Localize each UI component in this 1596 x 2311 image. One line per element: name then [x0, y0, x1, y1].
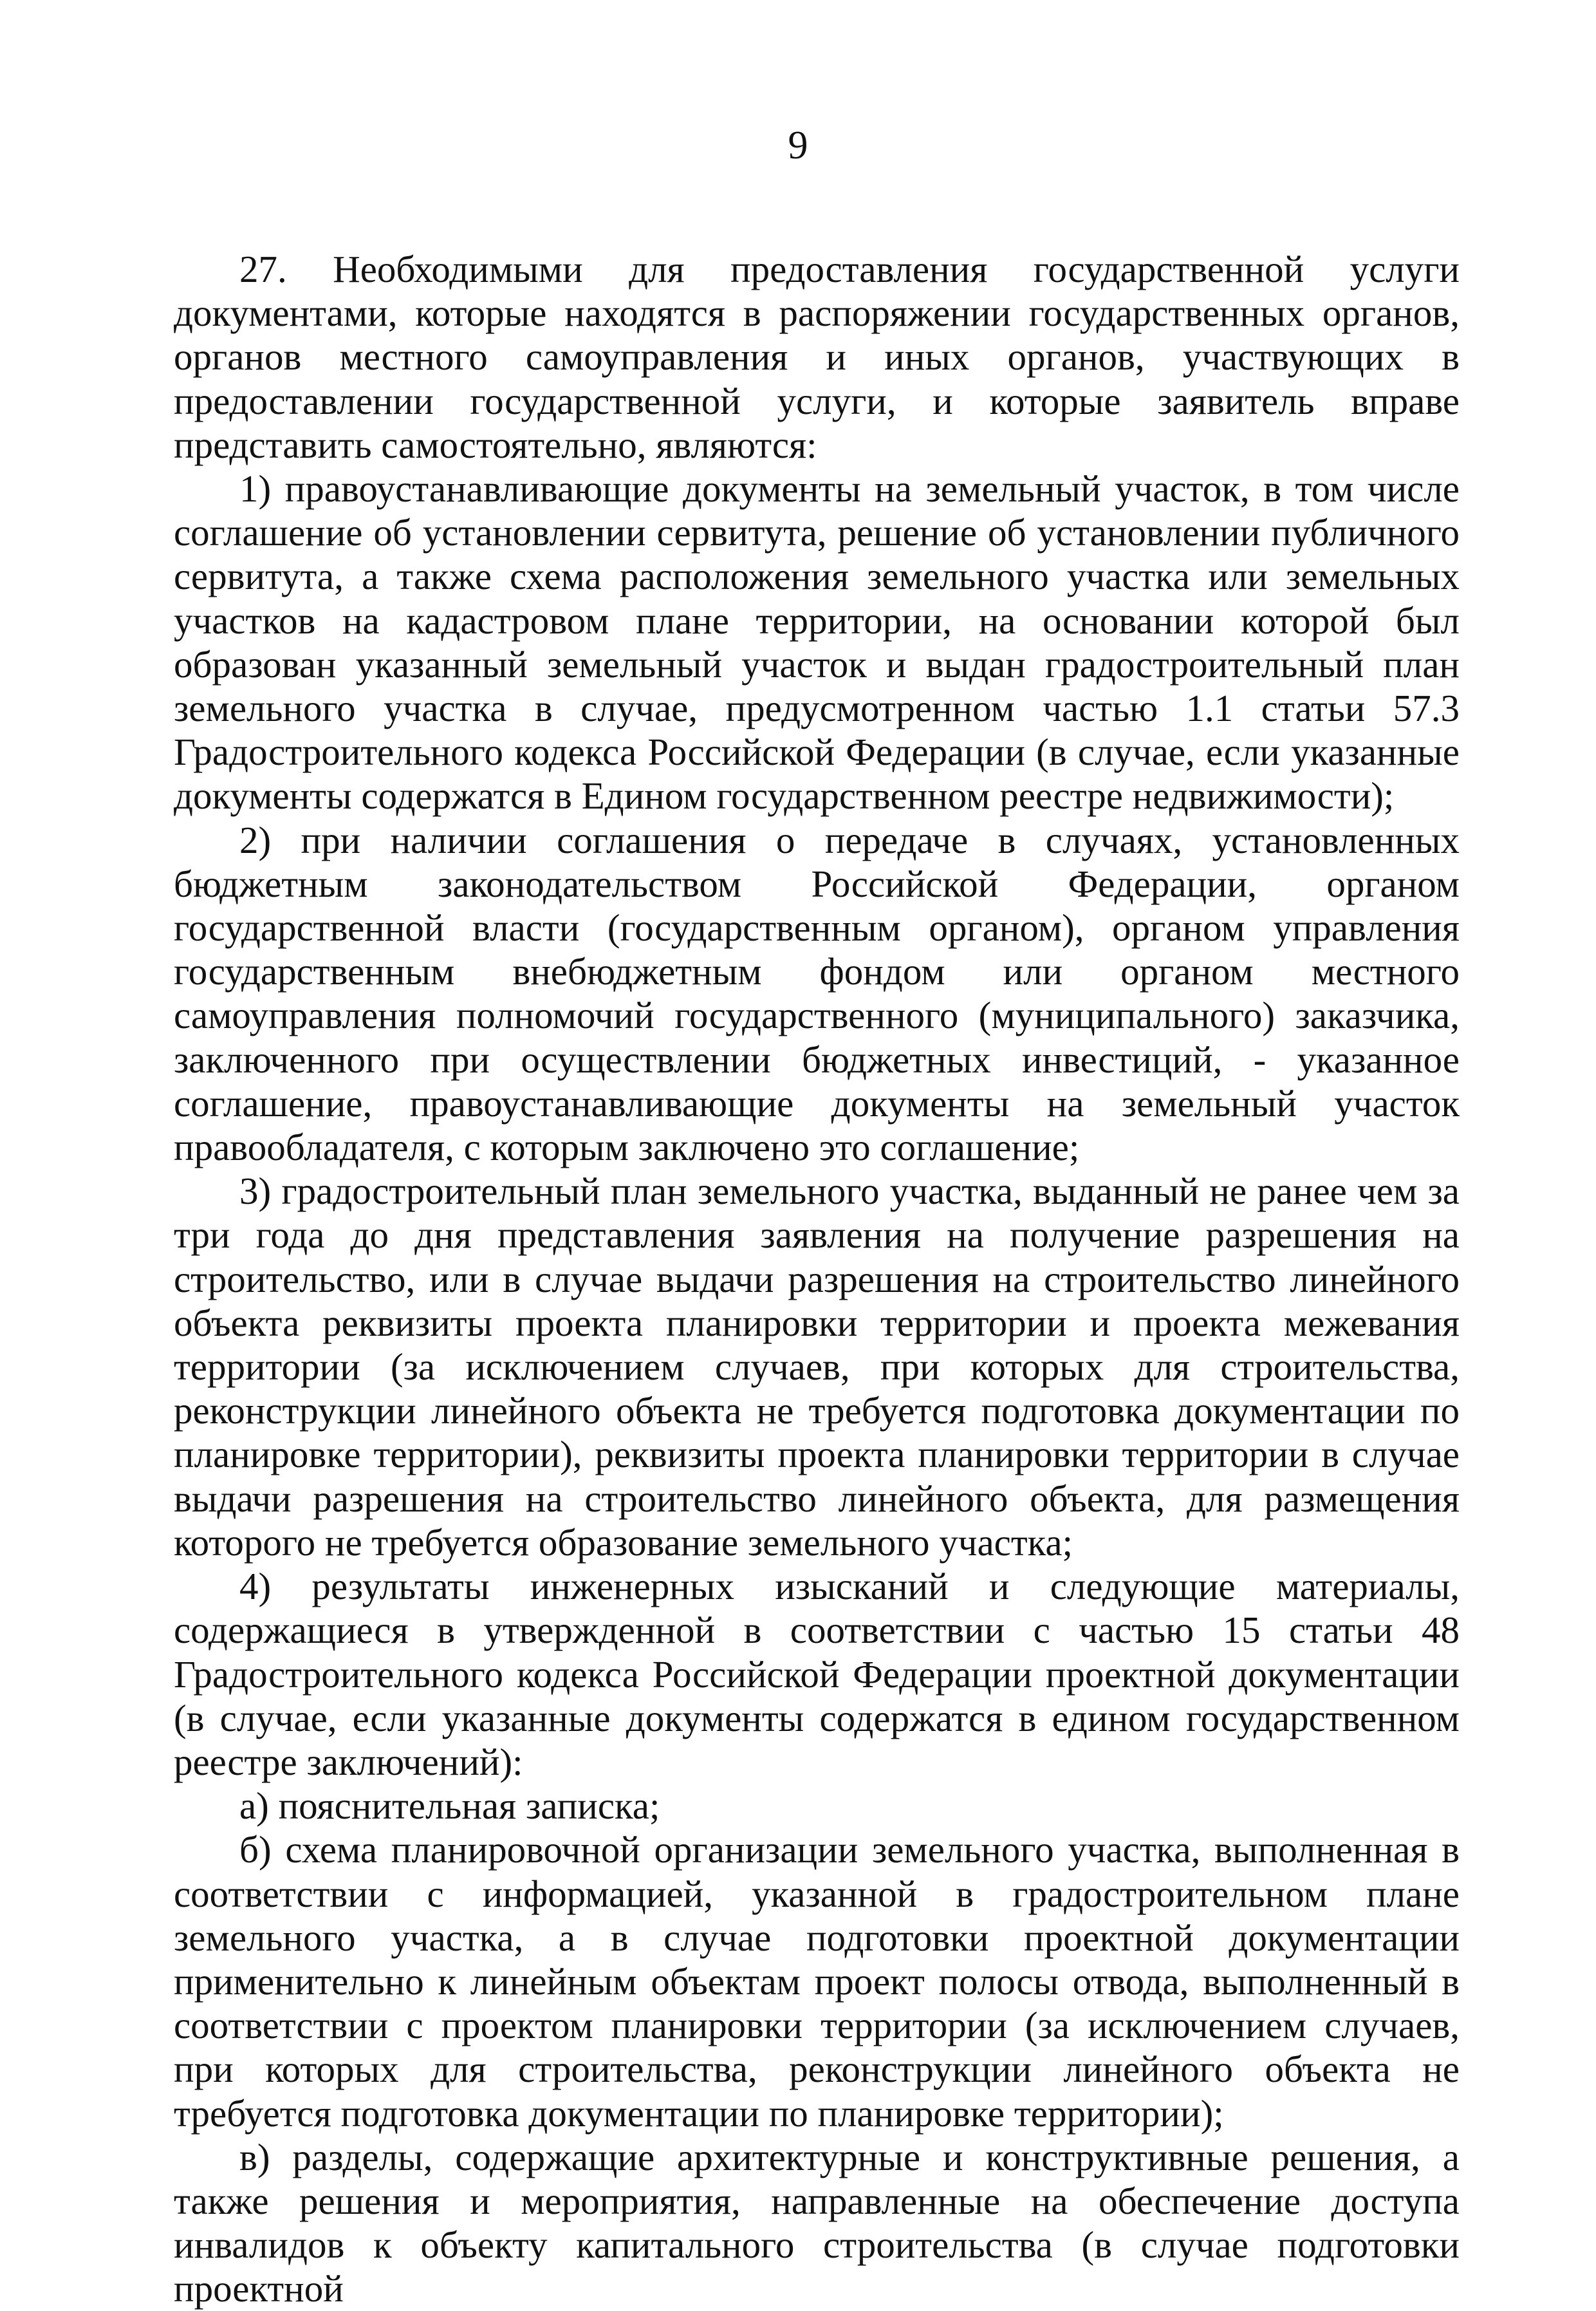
paragraph-item-2: 2) при наличии соглашения о передаче в случаях, установленных бюджетным законодательством Российской Федерации, органом государственной власти (государственным органом), органом управления государственным внебюджетным фондом или органом местного самоуправления полномочий государственного (муниципального) заказчика, заключенного при осуществлении бюджетных инвестиций, - указанное соглашение, правоустанавливающие документы на земельный участок правообладателя, с которым заключено это соглашение;: [174, 818, 1460, 1169]
paragraph-item-3: 3) градостроительный план земельного участка, выданный не ранее чем за три года до дня представления заявления на получение разрешения на строительство, или в случае выдачи разрешения на строительство линейного объекта реквизиты проекта планировки территории и проекта межевания территории (за исключением случаев, при которых для строительства, реконструкции линейного объекта не требуется подготовка документации по планировке территории), реквизиты проекта планировки территории в случае выдачи разрешения на строительство линейного объекта, для размещения которого не требуется образование земельного участка;: [174, 1170, 1460, 1564]
paragraph-subitem-v: в) разделы, содержащие архитектурные и конструктивные решения, а также решения и мероприятия, направленные на обеспечение доступа инвалидов к объекту капитального строительства (в случае подготовки проектной: [174, 2135, 1460, 2310]
paragraph-27: 27. Необходимыми для предоставления государственной услуги документами, которые находятся в распоряжении государственных органов, органов местного самоуправления и иных органов, участвующих в предоставлении государственной услуги, и которые заявитель вправе представить самостоятельно, являются:: [174, 248, 1460, 466]
paragraph-item-1: 1) правоустанавливающие документы на земельный участок, в том числе соглашение об установлении сервитута, решение об установлении публичного сервитута, а также схема расположения земельного участка или земельных участков на кадастровом плане территории, на основании которой был образован указанный земельный участок и выдан градостроительный план земельного участка в случае, предусмотренном частью 1.1 статьи 57.3 Градостроительного кодекса Российской Федерации (в случае, если указанные документы содержатся в Едином государственном реестре недвижимости);: [174, 467, 1460, 818]
page-number: 9: [788, 124, 808, 167]
document-body: [174, 247, 1460, 2311]
paragraph-subitem-b: б) схема планировочной организации земельного участка, выполненная в соответствии с информацией, указанной в градостроительном плане земельного участка, а в случае подготовки проектной документации применительно к линейным объектам проект полосы отвода, выполненный в соответствии с проектом планировки территории (за исключением случаев, при которых для строительства, реконструкции линейного объекта не требуется подготовка документации по планировке территории);: [174, 1828, 1460, 2135]
paragraph-item-4: 4) результаты инженерных изысканий и следующие материалы, содержащиеся в утвержденной в соответствии с частью 15 статьи 48 Градостроительного кодекса Российской Федерации проектной документации (в случае, если указанные документы содержатся в едином государственном реестре заключений):: [174, 1565, 1460, 1783]
paragraph-subitem-a: а) пояснительная записка;: [239, 1784, 660, 1828]
